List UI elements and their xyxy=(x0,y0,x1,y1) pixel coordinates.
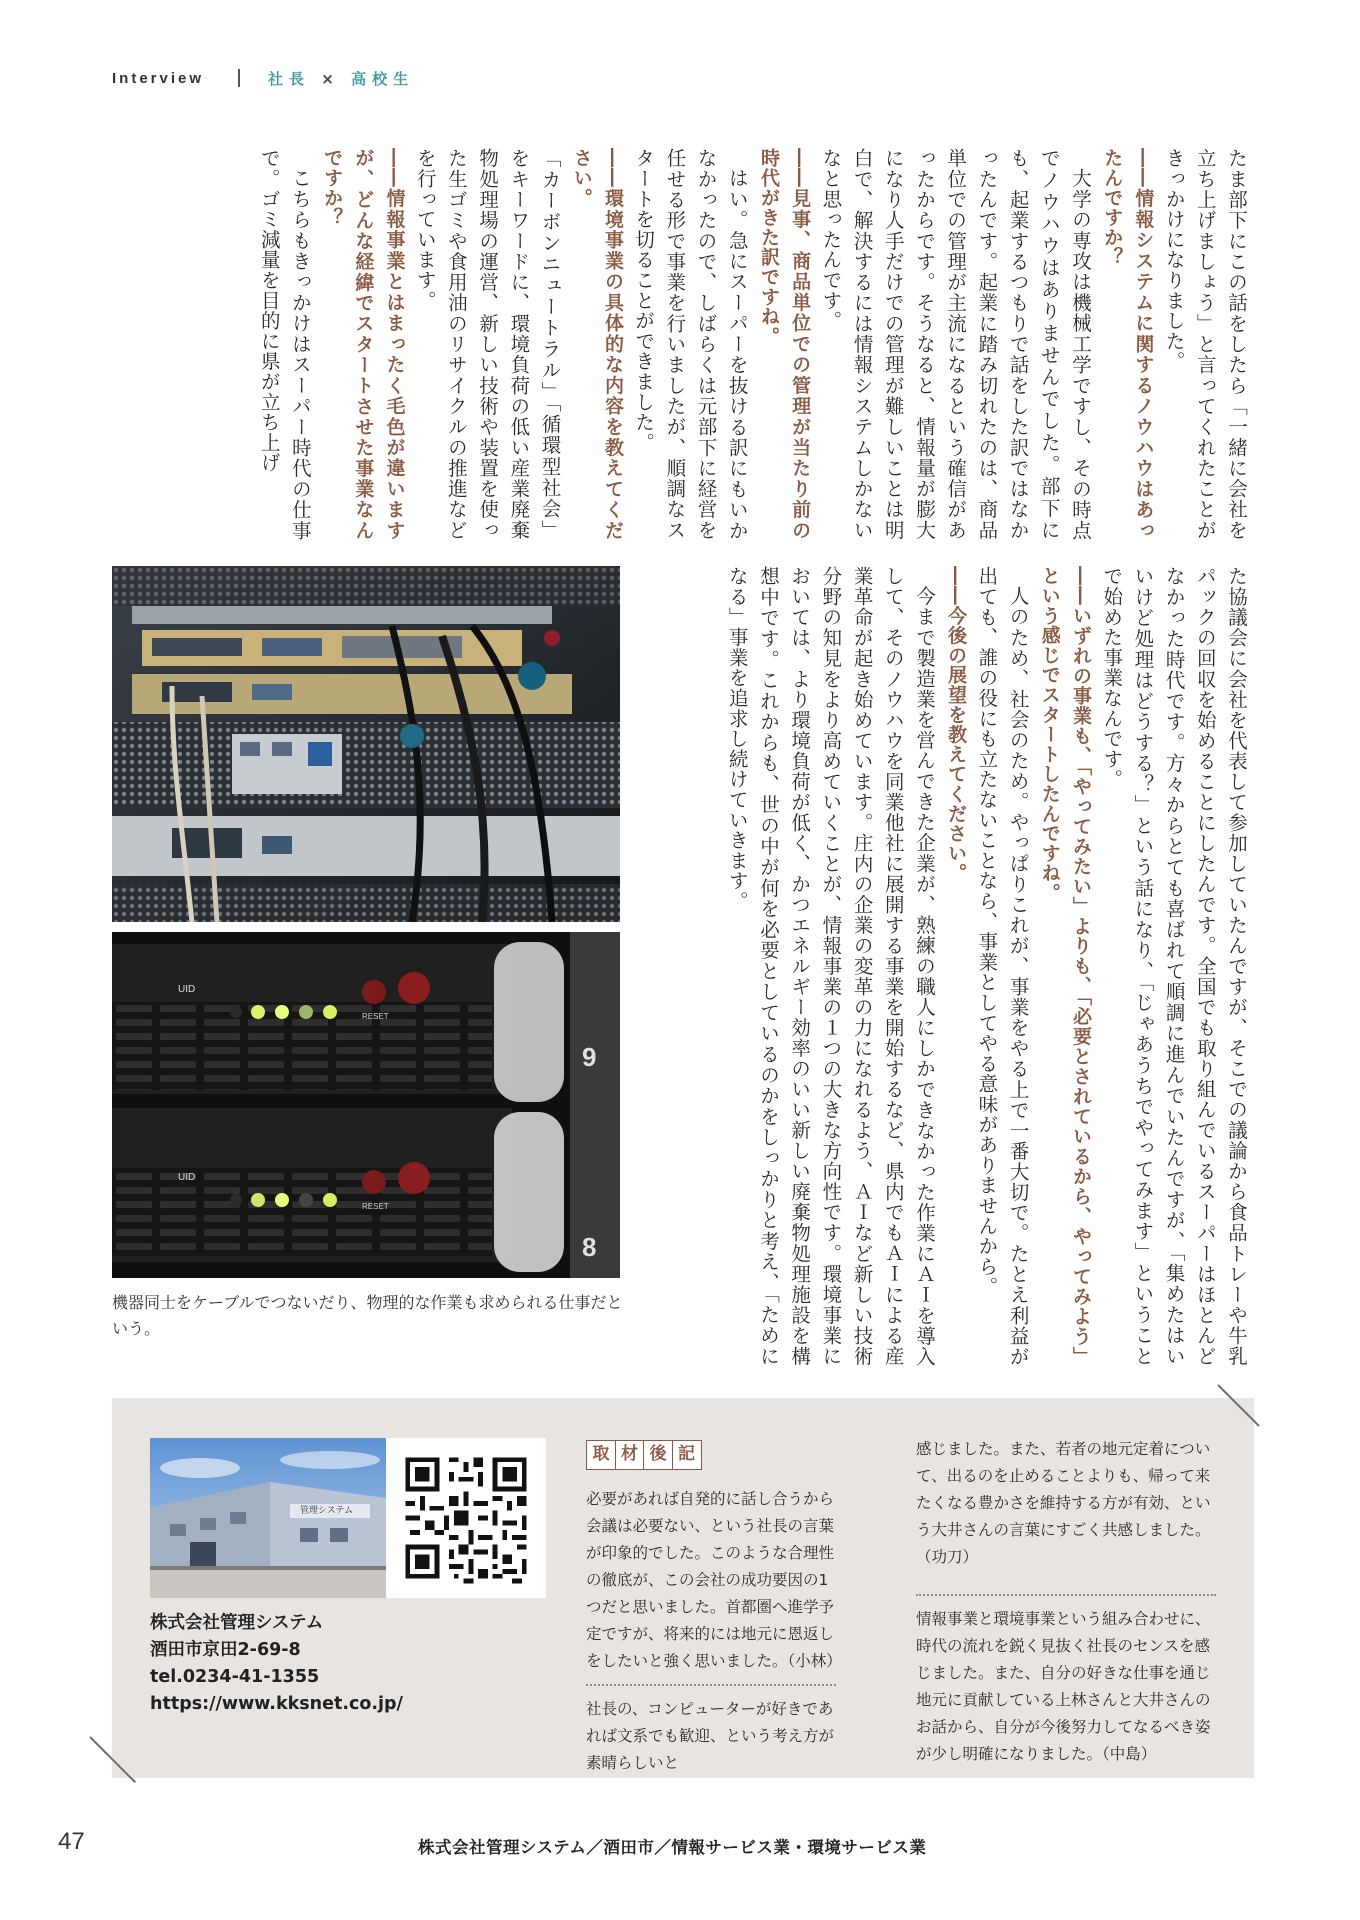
company-tel[interactable]: tel.0234-41-1355 xyxy=(150,1667,320,1687)
cross-symbol: × xyxy=(321,69,340,88)
photo-caption: 機器同士をケーブルでつないだり、物理的な作業も求められる仕事だという。 xyxy=(112,1293,623,1338)
article-bottom-block xyxy=(640,566,1252,1366)
interview-question: ――情報システムに関するノウハウはあったんですか？ xyxy=(1101,148,1155,540)
participant-president: 社長 xyxy=(268,69,311,88)
server-uid-label: UID xyxy=(178,1172,196,1183)
afterword-title-char: 取 xyxy=(586,1440,616,1470)
server-rack-photo xyxy=(112,566,620,922)
server-front-photo xyxy=(112,932,620,1278)
interview-question: ――見事、商品単位での管理が当たり前の時代がきた訳ですね。 xyxy=(757,148,812,540)
afterword-title-char: 記 xyxy=(672,1440,702,1470)
afterword-note-kobayashi: 必要があれば自発的に話し合うから会議は必要ない、という社長の言葉が印象的でした。このような合理性の徹底が、この会社の成功要因の1つだと思いました。首都圏へ進学予定ですが、将来的には地元に恩返しをしたいと強く思いました。（小林） xyxy=(586,1490,842,1670)
info-box xyxy=(112,1398,1254,1778)
afterword-note-nakajima: 情報事業と環境事業という組み合わせに、時代の流れを鋭く見抜く社長のセンスを感じました。また、自分の好きな仕事を通じ地元に貢献している上林さんと大井さんのお話から、自分が今後努力してなるべき姿が少し明確になりました。（中島） xyxy=(916,1610,1211,1763)
interview-answer: はい。急にスーパーを抜ける訳にもいかなかったので、しばらくは元部下に経営を任せる形で事業を行いましたが、順調なスタートを切ることができました。 xyxy=(632,148,749,540)
interview-afterword-title xyxy=(586,1440,702,1470)
interview-question: ――環境事業の具体的な内容を教えてください。 xyxy=(570,148,624,540)
qr-code[interactable] xyxy=(386,1438,546,1598)
bay-number-upper: 9 xyxy=(582,1042,597,1072)
interview-answer: たま部下にこの話をしたら「一緒に会社を立ち上げましょう」と言ってくれたことがきっかけになりました。 xyxy=(1162,148,1248,540)
interview-label: Interview xyxy=(112,69,205,87)
participant-students: 高校生 xyxy=(351,69,415,88)
footer-company-line: 株式会社管理システム／酒田市／情報サービス業・環境サービス業 xyxy=(418,1838,927,1857)
afterword-title-char: 材 xyxy=(615,1440,645,1470)
company-building-photo xyxy=(150,1438,386,1598)
server-uid-label: UID xyxy=(178,984,196,995)
company-url-link[interactable]: https://www.kksnet.co.jp/ xyxy=(150,1694,403,1714)
afterword-note-kunugi-end: 感じました。また、若者の地元定着について、出るのを止めることよりも、帰って来たくなる豊かさを維持する方が有効、という大井さんの言葉にすごく共感しました。（功刀） xyxy=(916,1440,1211,1566)
company-address: 酒田市京田2-69-8 xyxy=(150,1640,301,1660)
page-number: 47 xyxy=(58,1828,85,1855)
afterword-title-char: 後 xyxy=(643,1440,673,1470)
company-info xyxy=(150,1610,403,1718)
server-reset-label: RESET xyxy=(362,1012,389,1021)
interview-answer: 「カーボンニュートラル」「循環型社会」をキーワードに、環境負荷の低い産業廃棄物処理場の運営、新しい技術や装置を使った生ゴミや食用油のリサイクルの推進などを行っています。 xyxy=(413,148,562,540)
interview-answer: た協議会に会社を代表して参加していたんですが、そこでの議論から食品トレーや牛乳パックの回収を始めることにしたんです。全国でも取り組んでいるスーパーはほとんどなかった時代です。方々からとても喜ばれて順調に進んでいたんですが、「集めたはいいけど処理はどうする？」という話になり、「じゃあうちでやってみます」ということで始めた事業なんです。 xyxy=(1100,566,1248,1366)
page-header xyxy=(112,66,414,90)
building-sign: 管理システム xyxy=(300,1506,354,1516)
interview-participants xyxy=(268,68,414,89)
interview-question: ――情報事業とはまったく毛色が違いますが、どんな経緯でスタートさせた事業なんですか？ xyxy=(321,148,406,540)
interview-answer: こちらもきっかけはスーパー時代の仕事で。ゴミ減量を目的に県が立ち上げ xyxy=(257,148,312,540)
afterword-note-kunugi-start: 社長の、コンピューターが好きであれば文系でも歓迎、という考え方が素晴らしいと xyxy=(586,1700,835,1772)
server-reset-label: RESET xyxy=(362,1202,389,1211)
article-top-block xyxy=(112,148,1252,540)
interview-question: ――いずれの事業も、「やってみたい」よりも、「必要とされているから、やってみよう」という感じでスタートしたんですね。 xyxy=(1038,566,1092,1366)
bay-number-lower: 8 xyxy=(582,1232,597,1262)
interview-question: ――今後の展望を教えてください。 xyxy=(945,566,968,883)
company-name: 株式会社管理システム xyxy=(150,1613,324,1633)
note-divider xyxy=(916,1594,1216,1596)
header-divider xyxy=(238,69,240,87)
interview-answer: 今まで製造業を営んできた企業が、熟練の職人にしかできなかった作業にＡＩを導入して、そのノウハウを同業他社に展開する事業を開始するなど、県内でもＡＩによる産業革命が起き始めています。庄内の企業の変革の力になれるよう、ＡＩなど新しい技術分野の知見をより高めていくことが、情報事業の１つの大きな方向性です。環境事業においては、より環境負荷が低く、かつエネルギー効率のいい新しい廃棄物処理施設を構想中です。これからも、世の中が何を必要としているのかをしっかりと考え、「ために なる」事業を追求し続けていきます。 xyxy=(725,566,936,1366)
decor-line-top xyxy=(1217,1384,1259,1426)
interview-answer: 大学の専攻は機械工学ですし、その時点でノウハウはありませんでした。部下にも、起業するつもりで話をした訳ではなかったんです。起業に踏み切れたのは、商品単位での管理が主流になるという確信があったからです。そうなると、情報量が膨大になり人手だけでの管理が難しいことは明白で、解決するには情報システムしかないなと思ったんです。 xyxy=(819,148,1092,540)
decor-line-bottom xyxy=(89,1736,136,1783)
note-divider xyxy=(586,1684,836,1686)
interview-answer: 人のため、社会のため。やっぱりこれが、事業をやる上で一番大切で。たとえ利益が出ても、誰の役にも立たないことなら、事業としてやる意味がありませんから。 xyxy=(975,566,1030,1366)
